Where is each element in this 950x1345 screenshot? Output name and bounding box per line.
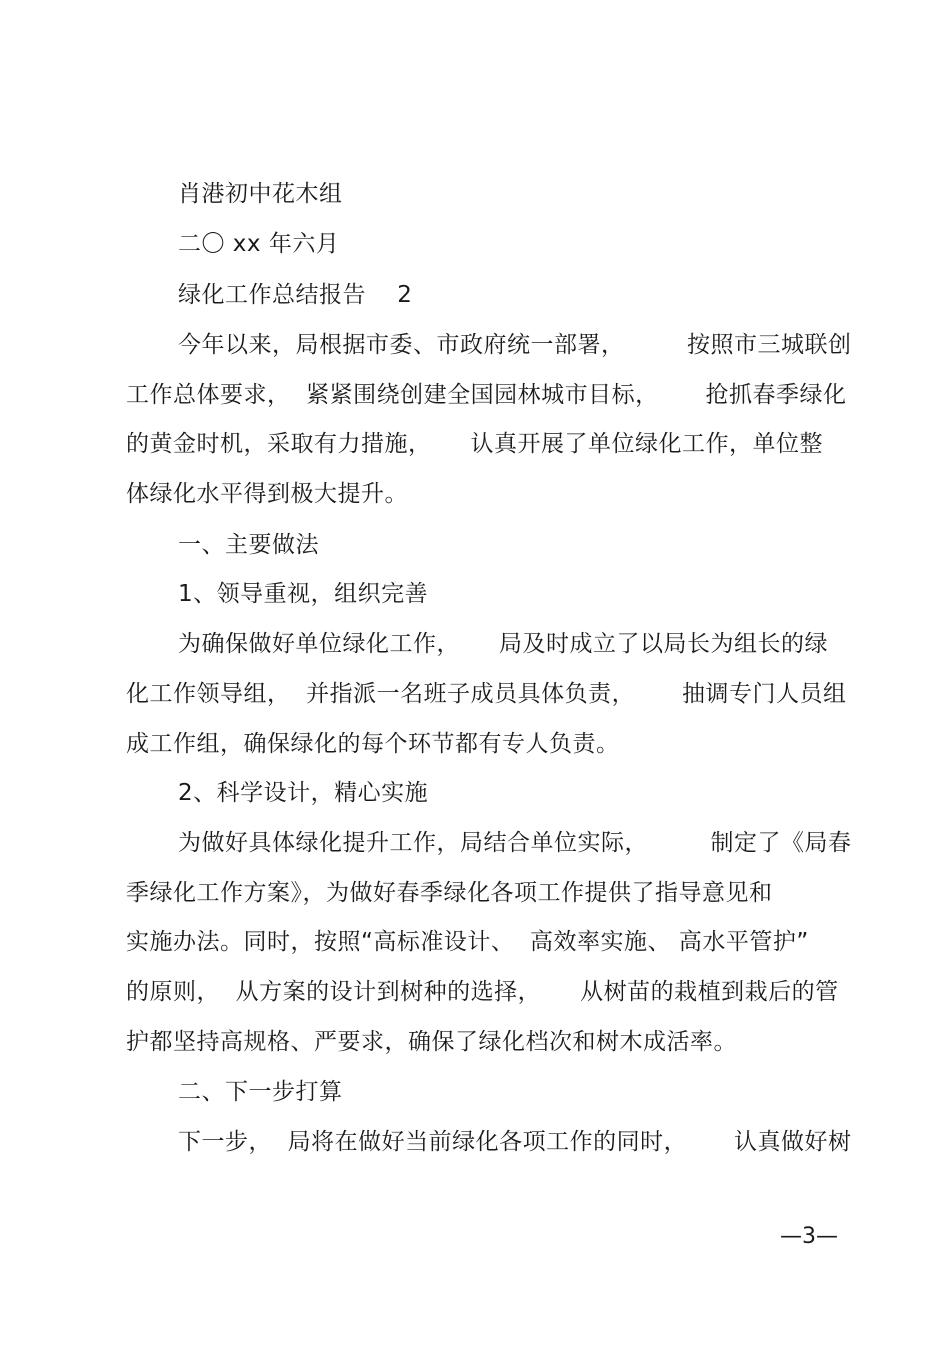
paragraph-line: 护都坚持高规格、严要求，确保了绿化档次和树木成活率。 (126, 1029, 737, 1055)
paragraph-line: 下一步， 局将在做好当前绿化各项工作的同时， 认真做好树 (178, 1129, 852, 1155)
paragraph-line: 为确保做好单位绿化工作， 局及时成立了以局长为组长的绿 (178, 631, 829, 657)
paragraph-line: 成工作组，确保绿化的每个环节都有专人负责。 (126, 731, 620, 757)
paragraph-line: 季绿化工作方案》，为做好春季绿化各项工作提供了指导意见和 (126, 880, 773, 906)
section-heading: 一、主要做法 (178, 532, 319, 558)
paragraph-line: 为做好具体绿化提升工作，局结合单位实际， 制定了《局春 (178, 830, 852, 856)
subsection-heading: 2、科学设计，精心实施 (178, 780, 429, 806)
paragraph-line: 今年以来，局根据市委、市政府统一部署， 按照市三城联创 (178, 332, 852, 358)
paragraph-line: 实施办法。同时，按照“高标准设计、 高效率实施、 高水平管护” (126, 929, 809, 955)
paragraph-line: 体绿化水平得到极大提升。 (126, 481, 408, 507)
subsection-heading: 1、领导重视，组织完善 (178, 581, 429, 607)
section-heading: 二、下一步打算 (178, 1079, 343, 1105)
paragraph-line: 化工作领导组， 并指派一名班子成员具体负责， 抽调专门人员组 (126, 681, 847, 707)
paragraph-line: 的原则， 从方案的设计到树种的选择， 从树苗的栽植到栽后的管 (126, 979, 839, 1005)
signature-organization: 肖港初中花木组 (178, 181, 343, 207)
signature-date: 二〇 xx 年六月 (178, 231, 340, 257)
report-title: 绿化工作总结报告 2 (178, 282, 413, 308)
page-number: —3— (780, 1224, 838, 1249)
paragraph-line: 工作总体要求， 紧紧围绕创建全国园林城市目标， 抢抓春季绿化 (126, 382, 847, 408)
paragraph-line: 的黄金时机，采取有力措施， 认真开展了单位绿化工作，单位整 (126, 431, 824, 457)
